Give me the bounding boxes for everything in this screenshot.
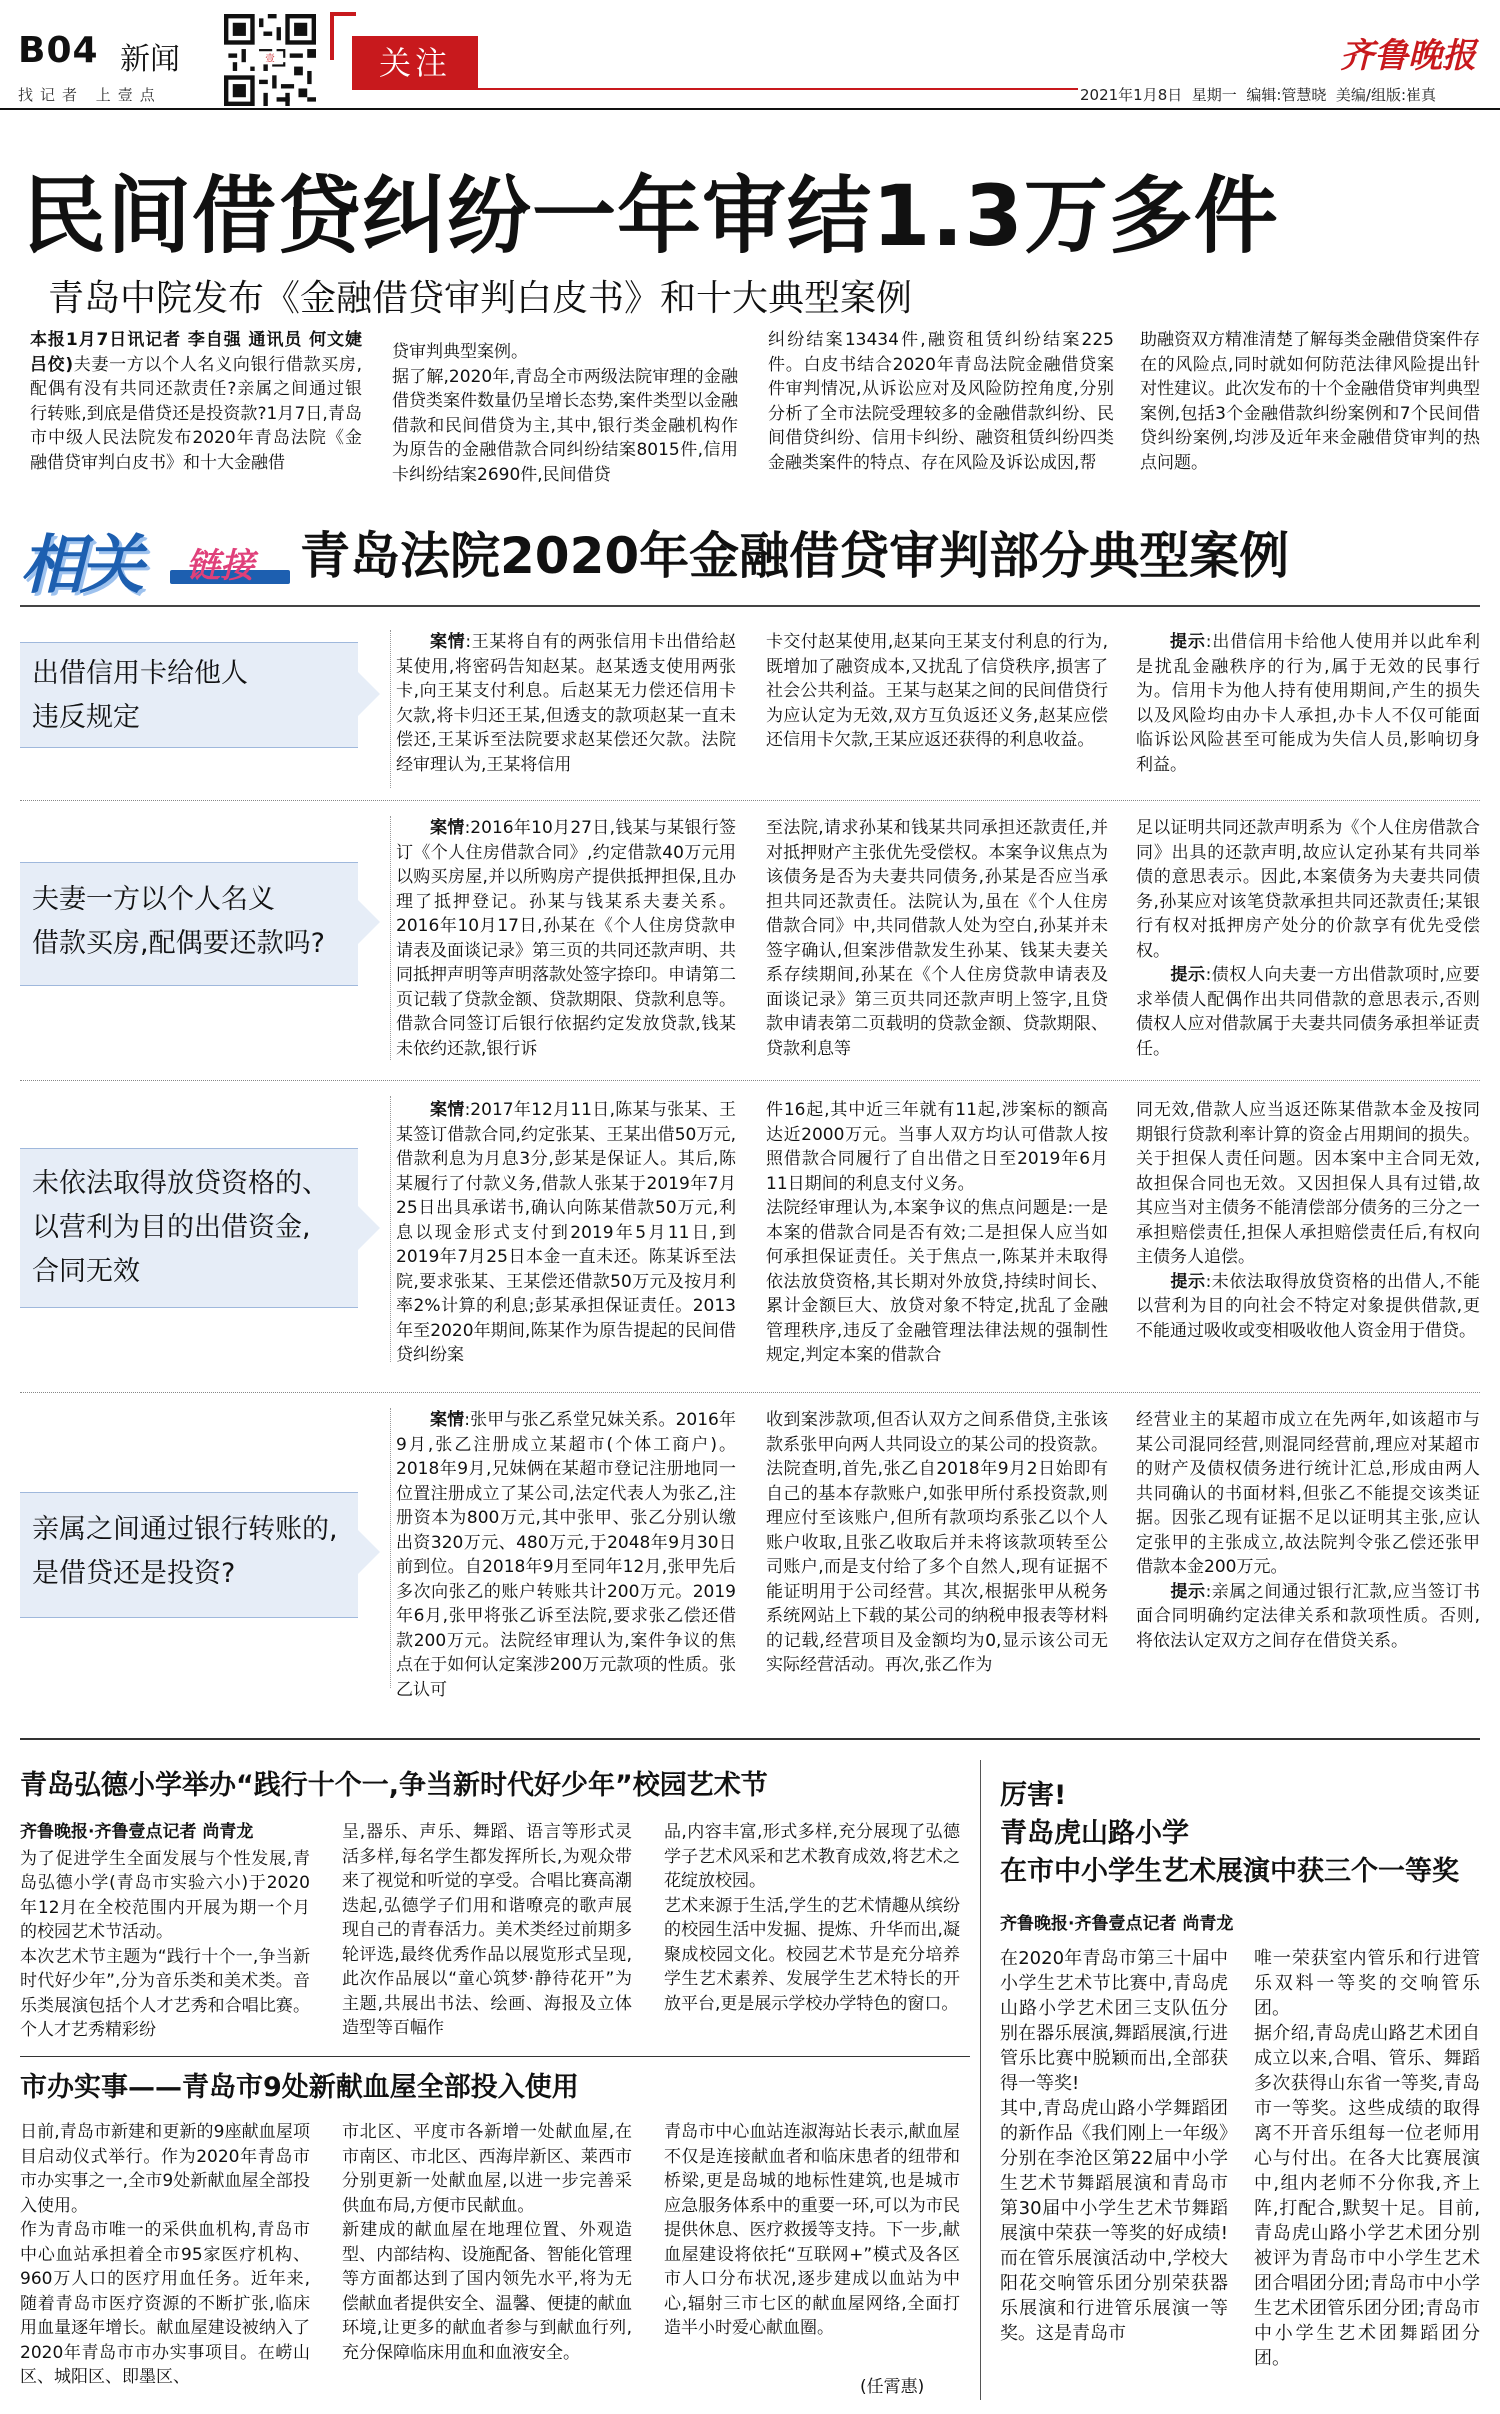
tag-label: 关注: [352, 36, 478, 90]
main-column-4: 助融资双方精准清楚了解每类金融借贷案件存在的风险点,同时就如何防范法律风险提出针对性建议。此次发布的十个金融借贷审判典型案例,包括3个金融借款纠纷案例和7个民间借贷纠纷案例,均涉及近年来金融借贷审判的热点问题。: [1140, 330, 1480, 473]
case-1-column-2: 卡交付赵某使用,赵某向王某支付利息的行为,既增加了融资成本,又扰乱了信贷秩序,损害了社会公共利益。王某与赵某之间的民间借贷行为应认定为无效,双方互负返还义务,赵某应偿还信用卡欠款,王某应返还获得的利息收益。: [766, 632, 1108, 750]
case-4-divider: [390, 1408, 391, 1688]
blood-column-3: 青岛市中心血站连淑海站长表示,献血屋不仅是连接献血者和临床患者的纽带和桥梁,更是岛城的地标性建筑,也是城市应急服务体系中的重要一环,可以为市民提供休息、医疗救援等支持。下一步,献血屋建设将依托“互联网+”模式及各区市人口分布状况,逐步建成以血站为中心,辐射三市七区的献血屋网络,全面打造半小时爱心献血圈。: [664, 2122, 960, 2338]
case-3-column-2: 件16起,其中近三年就有11起,涉案标的额高达近2000万元。当事人双方均认可借款人按照借款合同履行了自出借之日至2019年6月11日期间的利息支付义务。 法院经审理认为,本案争议的焦点问题是:一是本案的借款合同是否有效;二是担保人应当如何承担保证责任。关于焦点一,陈某并未取得依法放贷资格,其长期对外放贷,持续时间长、累计金额巨大、放贷对象不特定,扰乱了金融管理秩序,违反了金融管理法律法规的强制性规定,判定本案的借款合: [766, 1100, 1108, 1365]
case-2-label: 夫妻一方以个人名义 借款买房,配偶要还款吗?: [32, 884, 325, 959]
related-badge-part1: 相关: [20, 529, 140, 603]
case-4-tip-lead: 提示: [1170, 1581, 1206, 1602]
blood-title: 市办实事——青岛市9处新献血屋全部投入使用: [20, 2072, 579, 2103]
case-2-column-1: [396, 816, 736, 1060]
case-1-column-3: [1136, 630, 1480, 786]
masthead: [0, 0, 1500, 110]
issue-meta: 2021年1月8日 星期一 编辑:管慧晓 美编/组版:崔真: [1080, 86, 1437, 104]
case-1-label: 出借信用卡给他人 违反规定: [32, 658, 248, 733]
related-title: 青岛法院2020年金融借贷审判部分典型案例: [300, 527, 1290, 585]
main-subhead: 青岛中院发布《金融借贷审判白皮书》和十大典型案例: [48, 278, 913, 319]
main-col1-text: 夫妻一方以个人名义向银行借款买房,配偶有没有共同还款责任?亲属之间通过银行转账,到底是借贷还是投资款?1月7日,青岛市中级人民法院发布2020年青岛法院《金融借贷审判白皮书》和十大金融借: [30, 354, 362, 473]
svg-text:壹: 壹: [265, 53, 275, 65]
bottom-column-divider: [980, 1760, 981, 2400]
case-3-divider: [390, 1096, 391, 1362]
case-1-arrow: [358, 672, 380, 716]
case-3-col3-text: 同无效,借款人应当返还陈某借款本金及按同期银行贷款利率计算的资金占用期间的损失。关于担保人责任问题。因本案中主合同无效,故担保合同也无效。又因担保人具有过错,故其应当对主债务不能清偿部分债务的三分之一承担赔偿责任,担保人承担赔偿责任后,有权向主债务人追偿。: [1136, 1100, 1480, 1267]
case-3-col3b-text: :未依法取得放贷资格的出借人,不能以营利为目的向社会不特定对象提供借款,更不能通过吸收或变相吸收他人资金用于借贷。: [1136, 1271, 1480, 1341]
case-3-col1-text: :2017年12月11日,陈某与张某、王某签订借款合同,约定张某、王某出借50万元,借款利息为月息3分,彭某是保证人。其后,陈某履行了付款义务,借款人张某于2019年7月25日出具承诺书,确认向陈某借款50万元,利息以现金形式支付到2019年5月11日,到2019年7月25日本金一直未还。陈某诉至法院,要求张某、王某偿还借款50万元及按月利率2%计算的利息;彭某承担保证责任。2013年至2020年期间,陈某作为原告提起的民间借贷纠纷案: [396, 1100, 736, 1365]
page-number: B04: [18, 30, 99, 71]
case-2-lead: 案情: [430, 818, 465, 838]
case-1-col3-text: :出借信用卡给他人使用并以此牟利是扰乱金融秩序的行为,属于无效的民事行为。信用卡为他人持有使用期间,产生的损失以及风险均由办卡人承担,办卡人不仅可能面临诉讼风险甚至可能成为失信人员,影响切身利益。: [1136, 632, 1480, 775]
case-4-col3b-text: :亲属之间通过银行汇款,应当签订书面合同明确约定法律关系和款项性质。否则,将依法认定双方之间存在借贷关系。: [1136, 1581, 1480, 1651]
tiger-title-1: 青岛虎山路小学: [1000, 1818, 1189, 1849]
main-column-2: 贷审判典型案例。 据了解,2020年,青岛全市两级法院审理的金融借贷类案件数量仍呈增长态势,案件类型以金融借款和民间借贷为主,其中,银行类金融机构作为原告的金融借款合同纠纷结案8015件,信用卡纠纷结案2690件,民间借贷: [392, 342, 738, 485]
art-fest-column-1: [20, 1820, 310, 2040]
related-badge-part2: 链接: [186, 546, 254, 586]
main-column-1: [30, 328, 362, 488]
case-1-divider: [390, 630, 391, 788]
qr-code-icon: [224, 14, 316, 106]
cases-bottom-rule: [20, 1738, 1480, 1740]
case-2-col3b-text: :债权人向夫妻一方出借款项时,应要求举债人配偶作出共同借款的意思表示,否则债权人应对借款属于夫妻共同债务承担举证责任。: [1136, 965, 1480, 1059]
tiger-kicker: 厉害!: [1000, 1780, 1067, 1811]
related-badge: [20, 512, 290, 603]
tiger-title-2: 在市中小学生艺术展演中获三个一等奖: [1000, 1856, 1459, 1887]
blood-signature: (任霄惠): [860, 2377, 925, 2397]
case-1-column-1: [396, 630, 736, 786]
art-fest-column-3: 品,内容丰富,形式多样,充分展现了弘德学子艺术风采和艺术教育成效,将艺术之花绽放校园。 艺术来源于生活,学生的艺术情趣从缤纷的校园生活中发掘、提炼、升华而出,凝聚成校园文化。校园艺术节是充分培养学生艺术素养、发展学生艺术特长的开放平台,更是展示学校办学特色的窗口。: [664, 1822, 960, 2014]
case-3-tip-lead: 提示: [1170, 1271, 1206, 1292]
slogan: 找记者 上壹点: [18, 86, 162, 104]
case-3-column-3: [1136, 1098, 1480, 1366]
case-2-tip-lead: 提示: [1170, 965, 1206, 985]
case-4-column-2: 收到案涉款项,但否认双方之间系借贷,主张该款系张甲向两人共同设立的某公司的投资款。法院查明,首先,张乙自2018年9月2日始即有自己的基本存款账户,如张甲所付系投资款,则理应付至该账户,但所有款项均系张乙以个人账户收取,且张乙收取后并未将该款项转至公司账户,而是支付给了多个自然人,现有证据不能证明用于公司经营。其次,根据张甲从税务系统网站上下载的某公司的纳税申报表等材料的记载,经营项目及金额均为0,显示该公司无实际经营活动。再次,张乙作为: [766, 1410, 1108, 1675]
main-byline: 本报1月7日讯记者 李自强 通讯员 何文婕 吕佼): [30, 330, 362, 375]
case-1-tip-lead: 提示: [1170, 632, 1206, 652]
case-4-column-1: [396, 1408, 736, 1700]
art-fest-title: 青岛弘德小学举办“践行十个一,争当新时代好少年”校园艺术节: [20, 1770, 768, 1801]
section-name: 新闻: [120, 42, 180, 77]
case-4-col3-text: 经营业主的某超市成立在先两年,如该超市与某公司混同经营,则混同经营前,理应对某超市的财产及债权债务进行统计汇总,形成由两人共同确认的书面材料,但张乙不能提交该类证据。因张乙现有证据不足以证明其主张,应认定张甲的主张成立,故法院判令张乙偿还张甲借款本金200万元。: [1136, 1410, 1480, 1577]
art-fest-column-2: 呈,器乐、声乐、舞蹈、语言等形式灵活多样,每名学生都发挥所长,为观众带来了视觉和听觉的享受。合唱比赛高潮迭起,弘德学子们用和谐嘹亮的歌声展现自己的青春活力。美术类经过前期多轮评选,最终优秀作品以展览形式呈现,此次作品展以“童心筑梦·静待花开”为主题,共展出书法、绘画、海报及立体造型等百幅作: [342, 1822, 632, 2038]
art-fest-bottom-rule: [20, 2056, 970, 2057]
case-2-col1-text: :2016年10月27日,钱某与某银行签订《个人住房借款合同》,约定借款40万元用以购买房屋,并以所购房产提供抵押担保,且办理了抵押登记。孙某与钱某系夫妻关系。2016年10月17日,孙某在《个人住房贷款申请表及面谈记录》第三页的共同还款声明、共同抵押声明等声明落款处签字捺印。申请第二页记载了贷款金额、贷款期限、贷款利息等。借款合同签订后银行依据约定发放贷款,钱某未依约还款,银行诉: [396, 818, 736, 1059]
case-1-lead: 案情: [430, 632, 466, 652]
tiger-column-1: 在2020年青岛市第三十届中小学生艺术节比赛中,青岛虎山路小学艺术团三支队伍分别在器乐展演,舞蹈展演,行进管乐比赛中脱颖而出,全部获得一等奖! 其中,青岛虎山路小学舞蹈团的新作品《我们刚上一年级》分别在李沧区第22届中小学生艺术节舞蹈展演和青岛市第30届中小学生艺术节舞蹈展演中荣获一等奖的好成绩!而在管乐展演活动中,学校大阳花交响管乐团分别荣获器乐展演和行进管乐展演一等奖。这是青岛市: [1000, 1948, 1228, 2344]
art-fest-col1-text: 为了促进学生全面发展与个性发展,青岛弘德小学(青岛市实验六小)于2020年12月在全校范围内开展为期一个月的校园艺术节活动。 本次艺术节主题为“践行十个一,争当新时代好少年”,分为音乐类和美术类。音乐类展演包括个人才艺秀和合唱比赛。个人才艺秀精彩纷: [20, 1848, 310, 2040]
masthead-rule: [0, 108, 1500, 110]
main-headline: 民间借贷纠纷一年审结1.3万多件: [22, 167, 1279, 265]
case-1-col1-text: :王某将自有的两张信用卡出借给赵某使用,将密码告知赵某。赵某透支使用两张卡,向王某支付利息。后赵某无力偿还信用卡欠款,将卡归还王某,但透支的款项赵某一直未偿还,王某诉至法院要求赵某偿还欠款。法院经审理认为,王某将信用: [396, 632, 736, 775]
case-2-col3-text: 足以证明共同还款声明系为《个人住房借款合同》出具的还款声明,故应认定孙某有共同举债的意思表示。因此,本案债务为夫妻共同债务,孙某应对该笔贷款承担共同还款责任;某银行有权对抵押房产处分的价款享有优先受偿权。: [1136, 818, 1480, 961]
case-2-divider: [390, 816, 391, 1060]
case-4-lead: 案情: [430, 1410, 465, 1430]
related-underline: [20, 605, 1480, 607]
blood-column-1: 日前,青岛市新建和更新的9座献血屋项目启动仪式举行。作为2020年青岛市市办实事之一,全市9处新献血屋全部投入使用。 作为青岛市唯一的采供血机构,青岛市中心血站承担着全市95家医疗机构、960万人口的医疗用血任务。近年来,随着青岛市医疗资源的不断扩张,临床用血量逐年增长。献血屋建设被纳入了2020年青岛市市办实事项目。在崂山区、城阳区、即墨区、: [20, 2122, 310, 2387]
case-3-bottom-rule: [20, 1392, 1480, 1393]
tag-right-rule: [478, 88, 1078, 90]
case-2-column-3: [1136, 816, 1480, 1060]
case-2-bottom-rule: [20, 1080, 1480, 1081]
case-4-col1-text: :张甲与张乙系堂兄妹关系。2016年9月,张乙注册成立某超市(个体工商户)。2018年9月,兄妹俩在某超市登记注册地同一位置注册成立了某公司,法定代表人为张乙,注册资本为800万元,其中张甲、张乙分别认缴出资320万元、480万元,于2048年9月30日前到位。自2018年9月至同年12月,张甲先后多次向张乙的账户转账共计200万元。2019年6月,张甲将张乙诉至法院,要求张乙偿还借款200万元。法院经审理认为,案件争议的焦点在于如何认定案涉200万元款项的性质。张乙认可: [396, 1410, 736, 1700]
case-2-column-2: 至法院,请求孙某和钱某共同承担还款责任,并对抵押财产主张优先受偿权。本案争议焦点为该债务是否为夫妻共同债务,孙某是否应当承担共同还款责任。法院认为,虽在《个人住房借款合同》中,共同借款人处为空白,孙某并未签字确认,但案涉借款发生孙某、钱某夫妻关系存续期间,孙某在《个人住房贷款申请表及面谈记录》第三页共同还款声明上签字,且贷款申请表第二页载明的贷款金额、贷款期限、贷款利息等: [766, 818, 1108, 1059]
case-3-label: 未依法取得放贷资格的、 以营利为目的出借资金, 合同无效: [32, 1168, 329, 1287]
case-3-column-1: [396, 1098, 736, 1366]
tiger-column-2: 唯一荣获室内管乐和行进管乐双料一等奖的交响管乐团。 据介绍,青岛虎山路艺术团自成立以来,合唱、管乐、舞蹈多次获得山东省一等奖,青岛市一等奖。这些成绩的取得离不开音乐组每一位老师用心与付出。在各大比赛展演中,组内老师不分你我,齐上阵,打配合,默契十足。目前,青岛虎山路小学艺术团分别被评为青岛市中小学生艺术团合唱团分团;青岛市中小学生艺术团管乐团分团;青岛市中小学生艺术团舞蹈团分团。: [1254, 1948, 1480, 2369]
blood-column-2: 市北区、平度市各新增一处献血屋,在市南区、市北区、西海岸新区、莱西市分别更新一处献血屋,以进一步完善采供血布局,方便市民献血。 新建成的献血屋在地理位置、外观造型、内部结构、设施配备、智能化管理等方面都达到了国内领先水平,将为无偿献血者提供安全、温馨、便捷的献血环境,让更多的献血者参与到献血行列,充分保障临床用血和血液安全。: [342, 2122, 632, 2363]
case-4-label: 亲属之间通过银行转账的, 是借贷还是投资?: [32, 1514, 338, 1589]
tiger-byline: 齐鲁晚报·齐鲁壹点记者 尚青龙: [1000, 1914, 1234, 1934]
case-4-column-3: [1136, 1408, 1480, 1696]
art-fest-byline: 齐鲁晚报·齐鲁壹点记者 尚青龙: [20, 1822, 254, 1842]
paper-logo: 齐鲁晚报: [1340, 36, 1476, 76]
main-column-3: 纠纷结案13434件,融资租赁纠纷结案225件。白皮书结合2020年青岛法院金融借贷案件审判情况,从诉讼应对及风险防控角度,分别分析了全市法院受理较多的金融借款纠纷、民间借贷纠纷、信用卡纠纷、融资租赁纠纷四类金融类案件的特点、存在风险及诉讼成因,帮: [768, 330, 1114, 473]
case-3-lead: 案情: [430, 1100, 465, 1120]
case-1-bottom-rule: [20, 800, 1480, 801]
